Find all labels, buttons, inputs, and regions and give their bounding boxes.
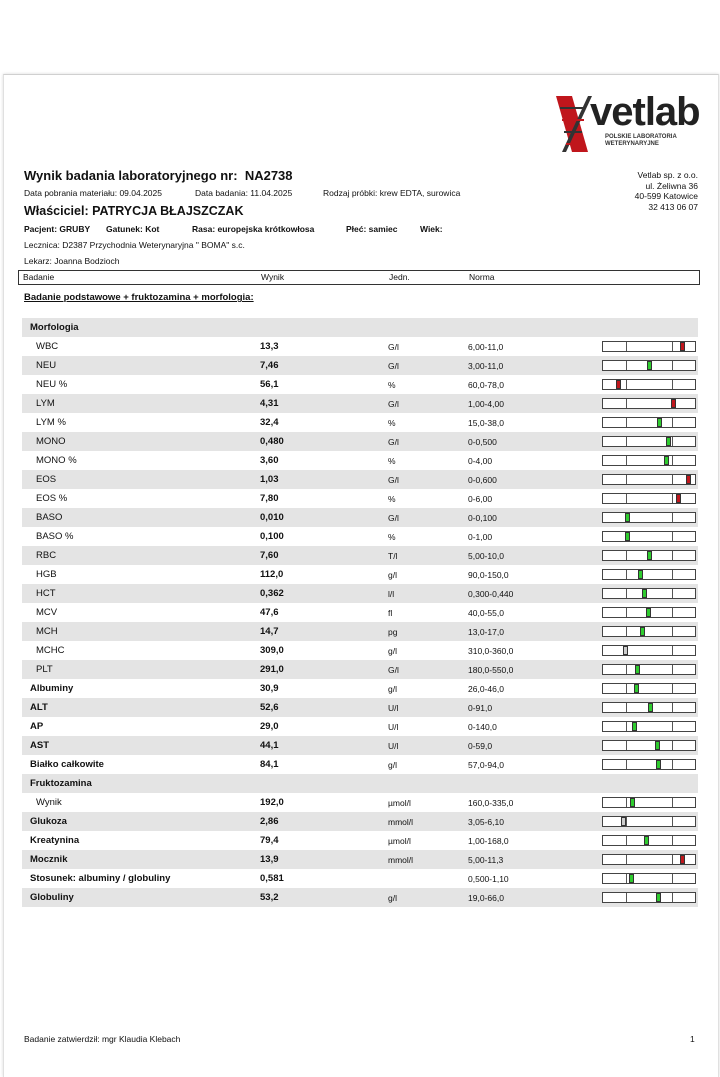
test-unit: g/l	[388, 893, 397, 903]
range-indicator	[602, 531, 696, 542]
test-norm: 1,00-4,00	[468, 399, 504, 409]
result-marker	[638, 570, 643, 579]
age: Wiek:	[420, 224, 443, 234]
range-indicator	[602, 474, 696, 485]
range-limit-tick	[626, 437, 627, 446]
range-limit-tick	[626, 570, 627, 579]
range-limit-tick	[672, 532, 673, 541]
table-row	[22, 622, 698, 641]
range-limit-tick	[672, 646, 673, 655]
company-address	[568, 170, 698, 212]
test-result: 53,2	[260, 892, 279, 903]
result-marker	[646, 608, 651, 617]
test-norm: 57,0-94,0	[468, 760, 504, 770]
test-name: PLT	[36, 664, 53, 675]
test-result: 291,0	[260, 664, 284, 675]
test-name: Mocznik	[30, 854, 68, 865]
result-marker	[625, 513, 630, 522]
range-limit-tick	[672, 475, 673, 484]
table-row	[22, 793, 698, 812]
range-indicator	[602, 626, 696, 637]
test-unit: G/l	[388, 475, 399, 485]
test-name: NEU %	[36, 379, 68, 390]
result-marker	[656, 893, 661, 902]
page-number: 1	[690, 1034, 695, 1044]
result-marker	[664, 456, 669, 465]
test-unit: G/l	[388, 361, 399, 371]
range-limit-tick	[626, 589, 627, 598]
range-limit-tick	[626, 551, 627, 560]
test-result: 47,6	[260, 607, 279, 618]
result-marker	[686, 475, 691, 484]
range-indicator	[602, 455, 696, 466]
result-marker	[666, 437, 671, 446]
range-limit-tick	[672, 817, 673, 826]
range-limit-tick	[672, 627, 673, 636]
test-name: BASO	[36, 512, 63, 523]
range-limit-tick	[626, 456, 627, 465]
test-norm: 0-140,0	[468, 722, 497, 732]
table-row	[22, 470, 698, 489]
test-norm: 3,00-11,0	[468, 361, 504, 371]
test-result: 0,480	[260, 436, 284, 447]
test-unit: %	[388, 494, 396, 504]
range-limit-tick	[672, 551, 673, 560]
test-norm: 310,0-360,0	[468, 646, 514, 656]
range-limit-tick	[626, 361, 627, 370]
result-marker	[648, 703, 653, 712]
table-row	[22, 356, 698, 375]
table-row	[22, 812, 698, 831]
range-limit-tick	[626, 665, 627, 674]
range-limit-tick	[672, 722, 673, 731]
species: Gatunek: Kot	[106, 224, 160, 234]
table-row	[22, 736, 698, 755]
test-name: MCH	[36, 626, 58, 637]
test-norm: 6,00-11,0	[468, 342, 504, 352]
result-marker	[680, 342, 685, 351]
company-name: Vetlab sp. z o.o.	[637, 170, 698, 180]
owner-name: Właściciel: PATRYCJA BŁAJSZCZAK	[24, 204, 244, 218]
test-name: AP	[30, 721, 44, 732]
test-unit: g/l	[388, 760, 397, 770]
title-label: Wynik badania laboratoryjnego nr:	[24, 168, 238, 183]
range-indicator	[602, 797, 696, 808]
test-name: Białko całkowite	[30, 759, 104, 770]
test-unit: g/l	[388, 646, 397, 656]
test-norm: 90,0-150,0	[468, 570, 509, 580]
range-indicator	[602, 550, 696, 561]
test-name: HCT	[36, 588, 56, 599]
range-limit-tick	[672, 874, 673, 883]
test-unit: pg	[388, 627, 398, 637]
test-norm: 5,00-10,0	[468, 551, 504, 561]
range-indicator	[602, 607, 696, 618]
table-row	[22, 641, 698, 660]
test-unit: %	[388, 418, 396, 428]
test-norm: 60,0-78,0	[468, 380, 504, 390]
test-result: 7,46	[260, 360, 279, 371]
test-result: 84,1	[260, 759, 279, 770]
test-result: 0,100	[260, 531, 284, 542]
test-result: 2,86	[260, 816, 279, 827]
range-limit-tick	[672, 494, 673, 503]
result-marker	[647, 361, 652, 370]
range-indicator	[602, 436, 696, 447]
range-indicator	[602, 360, 696, 371]
test-name: Kreatynina	[30, 835, 80, 846]
range-limit-tick	[626, 798, 627, 807]
table-row	[22, 869, 698, 888]
range-limit-tick	[626, 684, 627, 693]
range-limit-tick	[672, 513, 673, 522]
range-indicator	[602, 588, 696, 599]
test-norm: 0,300-0,440	[468, 589, 514, 599]
range-indicator	[602, 759, 696, 770]
test-name: HGB	[36, 569, 57, 580]
test-name: Glukoza	[30, 816, 67, 827]
test-result: 309,0	[260, 645, 284, 656]
result-marker	[623, 646, 628, 655]
range-indicator	[602, 512, 696, 523]
test-norm: 15,0-38,0	[468, 418, 504, 428]
test-unit: µmol/l	[388, 798, 411, 808]
test-norm: 0-0,500	[468, 437, 497, 447]
range-indicator	[602, 721, 696, 732]
company-phone: 32 413 06 07	[648, 201, 698, 212]
test-name: NEU	[36, 360, 57, 371]
test-name: Stosunek: albuminy / globuliny	[30, 873, 171, 884]
result-marker	[640, 627, 645, 636]
test-name: Morfologia	[30, 322, 79, 333]
table-row	[22, 698, 698, 717]
table-row	[22, 679, 698, 698]
header-result: Wynik	[261, 272, 285, 282]
range-indicator	[602, 664, 696, 675]
company-city: 40-599 Katowice	[634, 191, 698, 201]
test-unit: U/l	[388, 741, 399, 751]
result-marker	[630, 798, 635, 807]
test-unit: fl	[388, 608, 393, 618]
test-name: EOS %	[36, 493, 68, 504]
table-row	[22, 755, 698, 774]
range-limit-tick	[672, 741, 673, 750]
results-table	[22, 318, 698, 907]
test-result: 44,1	[260, 740, 279, 751]
range-limit-tick	[672, 456, 673, 465]
range-limit-tick	[672, 836, 673, 845]
test-result: 30,9	[260, 683, 279, 694]
doctor: Lekarz: Joanna Bodzioch	[24, 256, 120, 266]
table-row	[22, 660, 698, 679]
test-norm: 0-6,00	[468, 494, 493, 504]
test-result: 0,581	[260, 873, 284, 884]
test-unit: U/l	[388, 722, 399, 732]
test-unit: %	[388, 532, 396, 542]
test-name: BASO %	[36, 531, 74, 542]
range-limit-tick	[626, 817, 627, 826]
clinic: Lecznica: D2387 Przychodnia Weterynaryjna " BOMA" s.c.	[24, 240, 245, 250]
range-indicator	[602, 892, 696, 903]
test-name: MONO	[36, 436, 66, 447]
test-norm: 40,0-55,0	[468, 608, 504, 618]
test-result: 7,80	[260, 493, 279, 504]
company-street: ul. Żeliwna 36	[645, 180, 698, 191]
test-unit: G/l	[388, 399, 399, 409]
range-limit-tick	[672, 342, 673, 351]
range-limit-tick	[626, 722, 627, 731]
patient-name: Pacjent: GRUBY	[24, 224, 91, 234]
test-unit: G/l	[388, 437, 399, 447]
range-limit-tick	[672, 665, 673, 674]
range-limit-tick	[626, 893, 627, 902]
test-result: 13,9	[260, 854, 279, 865]
table-row	[22, 375, 698, 394]
logo-wordmark: vetlab	[590, 90, 700, 134]
range-indicator	[602, 740, 696, 751]
result-marker	[635, 665, 640, 674]
test-norm: 0-0,100	[468, 513, 497, 523]
table-row	[22, 831, 698, 850]
range-indicator	[602, 645, 696, 656]
range-limit-tick	[672, 608, 673, 617]
result-marker	[680, 855, 685, 864]
result-marker	[625, 532, 630, 541]
test-name: ALT	[30, 702, 48, 713]
range-limit-tick	[626, 836, 627, 845]
table-row	[22, 603, 698, 622]
test-result: 3,60	[260, 455, 279, 466]
range-limit-tick	[672, 893, 673, 902]
range-limit-tick	[672, 855, 673, 864]
test-unit: G/l	[388, 342, 399, 352]
table-row	[22, 717, 698, 736]
range-indicator	[602, 341, 696, 352]
range-limit-tick	[672, 684, 673, 693]
report-number: NA2738	[244, 168, 293, 183]
test-name: RBC	[36, 550, 57, 561]
test-date: Data badania: 11.04.2025	[195, 188, 293, 198]
result-marker	[621, 817, 626, 826]
test-name: Wynik	[36, 797, 62, 808]
test-result: 4,31	[260, 398, 279, 409]
sample-date: Data pobrania materiału: 09.04.2025	[24, 188, 162, 198]
test-unit: mmol/l	[388, 817, 414, 827]
test-result: 32,4	[260, 417, 279, 428]
result-marker	[629, 874, 634, 883]
range-limit-tick	[626, 494, 627, 503]
range-limit-tick	[626, 342, 627, 351]
test-unit: %	[388, 456, 396, 466]
test-unit: µmol/l	[388, 836, 411, 846]
test-norm: 180,0-550,0	[468, 665, 514, 675]
result-marker	[642, 589, 647, 598]
table-row	[22, 394, 698, 413]
sex: Płeć: samiec	[346, 224, 398, 234]
range-limit-tick	[672, 760, 673, 769]
table-row	[22, 565, 698, 584]
range-indicator	[602, 873, 696, 884]
test-result: 79,4	[260, 835, 279, 846]
result-marker	[644, 836, 649, 845]
test-name: Albuminy	[30, 683, 74, 694]
test-result: 7,60	[260, 550, 279, 561]
result-marker	[655, 741, 660, 750]
test-norm: 5,00-11,3	[468, 855, 504, 865]
range-indicator	[602, 816, 696, 827]
test-norm: 1,00-168,0	[468, 836, 509, 846]
test-unit: %	[388, 380, 396, 390]
range-indicator	[602, 417, 696, 428]
test-result: 112,0	[260, 569, 284, 580]
range-limit-tick	[626, 874, 627, 883]
test-unit: g/l	[388, 570, 397, 580]
table-row	[22, 584, 698, 603]
test-norm: 0,500-1,10	[468, 874, 509, 884]
test-name: WBC	[36, 341, 59, 352]
table-row	[22, 337, 698, 356]
test-norm: 13,0-17,0	[468, 627, 504, 637]
test-unit: G/l	[388, 513, 399, 523]
breed: Rasa: europejska krótkowłosa	[192, 224, 315, 234]
test-name: LYM	[36, 398, 55, 409]
range-indicator	[602, 835, 696, 846]
test-unit: g/l	[388, 684, 397, 694]
test-norm: 0-4,00	[468, 456, 493, 466]
result-marker	[676, 494, 681, 503]
test-name: LYM %	[36, 417, 66, 428]
test-norm: 19,0-66,0	[468, 893, 504, 903]
range-indicator	[602, 569, 696, 580]
table-row	[22, 850, 698, 869]
header-norm: Norma	[469, 272, 495, 282]
range-limit-tick	[672, 361, 673, 370]
range-limit-tick	[626, 741, 627, 750]
table-row	[22, 432, 698, 451]
header-test: Badanie	[23, 272, 55, 282]
table-row	[22, 527, 698, 546]
test-result: 52,6	[260, 702, 279, 713]
range-limit-tick	[672, 798, 673, 807]
test-result: 0,010	[260, 512, 284, 523]
table-row	[22, 489, 698, 508]
test-result: 0,362	[260, 588, 284, 599]
test-norm: 0-1,00	[468, 532, 493, 542]
range-limit-tick	[626, 399, 627, 408]
test-norm: 160,0-335,0	[468, 798, 514, 808]
test-result: 192,0	[260, 797, 284, 808]
table-header	[18, 270, 700, 285]
test-norm: 26,0-46,0	[468, 684, 504, 694]
result-marker	[656, 760, 661, 769]
test-unit: mmol/l	[388, 855, 414, 865]
range-limit-tick	[626, 418, 627, 427]
table-row	[22, 774, 698, 793]
test-unit: G/l	[388, 665, 399, 675]
table-row	[22, 546, 698, 565]
range-indicator	[602, 683, 696, 694]
test-name: MONO %	[36, 455, 77, 466]
table-row	[22, 888, 698, 907]
range-limit-tick	[626, 608, 627, 617]
result-marker	[657, 418, 662, 427]
test-name: MCHC	[36, 645, 65, 656]
range-limit-tick	[672, 437, 673, 446]
range-limit-tick	[626, 760, 627, 769]
test-result: 14,7	[260, 626, 279, 637]
range-indicator	[602, 702, 696, 713]
range-indicator	[602, 493, 696, 504]
result-marker	[671, 399, 676, 408]
range-indicator	[602, 379, 696, 390]
result-marker	[647, 551, 652, 560]
range-limit-tick	[626, 380, 627, 389]
range-limit-tick	[672, 380, 673, 389]
test-result: 13,3	[260, 341, 279, 352]
result-marker	[632, 722, 637, 731]
table-row	[22, 508, 698, 527]
test-norm: 0-91,0	[468, 703, 493, 713]
test-unit: l/l	[388, 589, 395, 599]
test-unit: U/l	[388, 703, 399, 713]
section-title: Badanie podstawowe + fruktozamina + morfologia:	[24, 292, 254, 303]
result-marker	[616, 380, 621, 389]
test-name: AST	[30, 740, 49, 751]
range-limit-tick	[626, 627, 627, 636]
range-limit-tick	[672, 570, 673, 579]
test-unit: T/l	[388, 551, 398, 561]
range-indicator	[602, 854, 696, 865]
test-norm: 3,05-6,10	[468, 817, 504, 827]
test-result: 56,1	[260, 379, 279, 390]
result-marker	[634, 684, 639, 693]
range-limit-tick	[626, 855, 627, 864]
test-norm: 0-59,0	[468, 741, 493, 751]
test-name: MCV	[36, 607, 58, 618]
table-row	[22, 413, 698, 432]
sample-type: Rodzaj próbki: krew EDTA, surowica	[323, 188, 461, 198]
logo-subtitle: POLSKIE LABORATORIA WETERYNARYJNE	[605, 134, 677, 147]
range-limit-tick	[672, 703, 673, 712]
test-name: Fruktozamina	[30, 778, 92, 789]
range-limit-tick	[626, 703, 627, 712]
test-name: EOS	[36, 474, 57, 485]
range-limit-tick	[672, 418, 673, 427]
table-row	[22, 318, 698, 337]
test-norm: 0-0,600	[468, 475, 497, 485]
table-row	[22, 451, 698, 470]
report-title	[24, 168, 293, 183]
header-unit: Jedn.	[389, 272, 410, 282]
range-indicator	[602, 398, 696, 409]
test-result: 29,0	[260, 721, 279, 732]
test-name: Globuliny	[30, 892, 74, 903]
approved-by: Badanie zatwierdził: mgr Klaudia Klebach	[24, 1034, 181, 1044]
range-limit-tick	[626, 475, 627, 484]
test-result: 1,03	[260, 474, 279, 485]
range-limit-tick	[672, 589, 673, 598]
